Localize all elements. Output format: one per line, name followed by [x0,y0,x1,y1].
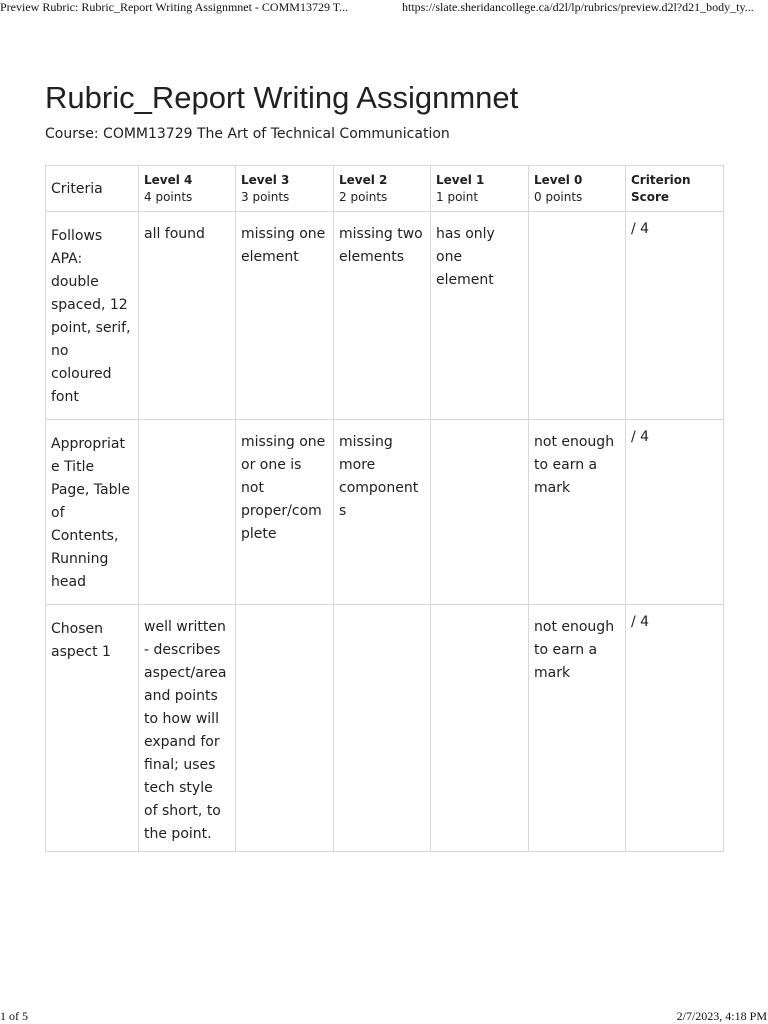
level-description [334,605,431,852]
level-name: Level 2 [339,173,388,187]
level-points: 2 points [339,190,388,204]
level-name: Level 3 [241,173,290,187]
level-description [431,420,529,605]
level-points: 1 point [436,190,479,204]
criterion-score-label: Criterion Score [631,173,691,204]
level-name: Level 1 [436,173,485,187]
criterion-score: / 4 [626,605,724,852]
level-points: 4 points [144,190,193,204]
level-description: has only one element [431,212,529,420]
rubric-row [46,212,724,420]
criterion-name: Appropriate Title Page, Table of Contents, Running head [46,420,139,605]
level-header [236,166,334,212]
rubric-header-row [46,166,724,212]
print-footer-datetime: 2/7/2023, 4:18 PM [676,1009,767,1023]
rubric-row [46,605,724,852]
level-description [236,605,334,852]
criteria-column-header: Criteria [46,166,139,212]
level-description [431,605,529,852]
level-header [529,166,626,212]
level-description: well written - describes aspect/area and points to how will expand for final; uses tech style of short, to the point. [139,605,236,852]
rubric-table [45,165,724,852]
level-points: 0 points [534,190,583,204]
level-description: missing one element [236,212,334,420]
criterion-score-header [626,166,724,212]
rubric-row [46,420,724,605]
level-description: missing more components [334,420,431,605]
level-name: Level 4 [144,173,193,187]
level-name: Level 0 [534,173,583,187]
level-header [431,166,529,212]
level-points: 3 points [241,190,290,204]
level-description: not enough to earn a mark [529,420,626,605]
criterion-name: Chosen aspect 1 [46,605,139,852]
level-description [529,212,626,420]
print-footer-page-number: 1 of 5 [0,1009,28,1023]
level-description: missing one or one is not proper/complete [236,420,334,605]
page-title: Rubric_Report Writing Assignmnet [45,80,519,115]
level-description: missing two elements [334,212,431,420]
level-description: not enough to earn a mark [529,605,626,852]
level-header [139,166,236,212]
level-description: all found [139,212,236,420]
criterion-score: / 4 [626,420,724,605]
level-header [334,166,431,212]
print-header-url: https://slate.sheridancollege.ca/d2l/lp/rubrics/preview.d2l?d21_body_ty... [402,0,754,14]
print-header-title: Preview Rubric: Rubric_Report Writing Assignmnet - COMM13729 T... [0,0,349,14]
level-description [139,420,236,605]
course-name: Course: COMM13729 The Art of Technical Communication [45,126,450,142]
criterion-name: Follows APA: double spaced, 12 point, serif, no coloured font [46,212,139,420]
criterion-score: / 4 [626,212,724,420]
